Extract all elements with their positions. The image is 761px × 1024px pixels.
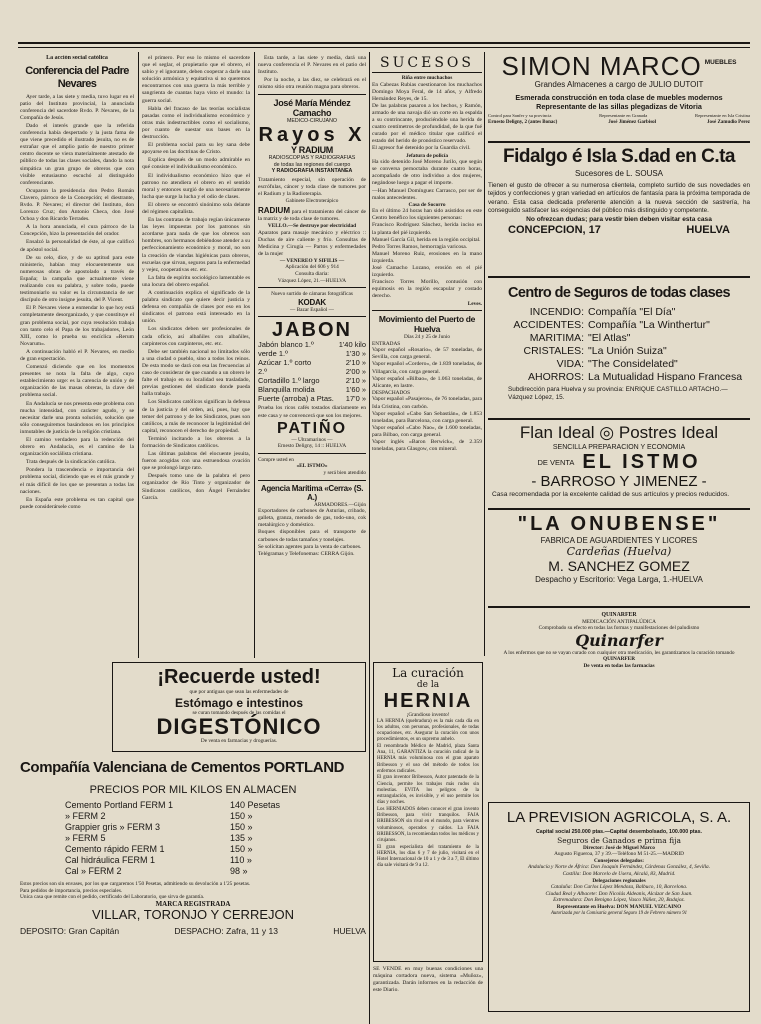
rayos-line: Y RADIOGRAFIA INSTANTANEA bbox=[271, 168, 353, 175]
flan-names: - BARROSO Y JIMENEZ - bbox=[531, 473, 707, 490]
prevision-d1: Cataluña: Don Carlos López Mendoza, Balbuco, 10, Barcelona. bbox=[550, 884, 688, 891]
sucesos-body: Manuel Moreno Ruiz, erosiones en la mano izquierda. bbox=[372, 250, 482, 264]
cementos-note: Unica casa que remite con el pedido, certificado del Laboratorio, que sirva de garantía. bbox=[20, 894, 205, 901]
cement-type: Cal hidráulica FERM 1 bbox=[65, 855, 156, 865]
port-body: Vapor español «Cabo Nao», de 1.600 toneladas, para Bilbao, con carga general. bbox=[372, 424, 482, 438]
simon-line1: Esmerada construcción en toda clase de muebles modernos bbox=[515, 93, 723, 102]
digestonico-sub: que por antiguas que sean las enfermedades de bbox=[189, 689, 289, 695]
port-body: Vapor español «Pasajeros», de 76 toneladas, para Isla Cristina, con carbón. bbox=[372, 396, 482, 410]
doctor-name: José María Méndez Camacho bbox=[273, 98, 351, 119]
fidalgo-addr: CONCEPCION, 17 bbox=[508, 223, 601, 236]
insurance-row bbox=[488, 319, 750, 332]
paragraph: En Andalucía se nos presenta este problema con mucha intensidad, con carácter agudo, y se necesitar darle una pronta solución, solución que sólo conseguiremos basándonos en los principios inmutables de justicia de la religión cristiana. bbox=[20, 400, 134, 435]
separator bbox=[258, 94, 366, 95]
cerra-sub: ARMADORES.—Gijón bbox=[314, 501, 366, 508]
fidalgo-sub: Sucesores de L. SOUSA bbox=[574, 169, 664, 178]
paragraph: Los Sindicatos católicos significan la defensa de la justicia y del orden, así, pues, hay que temer del patrono y de los Sindicatos, pues son católicos, a más de reconocer la legitimidad del capital, reconocen el derecho de propiedad. bbox=[142, 399, 250, 434]
insurance-company: "La Unión Suiza" bbox=[588, 345, 667, 357]
port-in: ENTRADAS bbox=[372, 340, 401, 347]
insurance-company: La Mutualidad Hispano Francesa bbox=[588, 371, 743, 383]
column-ads-medical bbox=[258, 55, 366, 655]
ad-digestonico bbox=[112, 662, 366, 752]
paragraph: Las últimas palabras del elocuente jesuita, fueron acogidas con una estruendosa ovación que se prolongó largo rato. bbox=[142, 451, 250, 472]
prevision-cap: Capital social 250.000 ptas.—Capital desembolsado, 100.000 ptas. bbox=[535, 829, 703, 835]
ad-flan-ideal bbox=[488, 422, 750, 506]
ad-seguros bbox=[488, 282, 750, 416]
simon-title: SIMON MARCO bbox=[501, 52, 702, 81]
cement-type: » FERM 5 bbox=[65, 833, 106, 843]
hernia-sub: ¡Grandioso invento! bbox=[406, 712, 450, 718]
insurance-row bbox=[488, 332, 750, 345]
prevision-c1: Andalucía y Norte de África: Don Joaquín Fernández, Cárdenas González, 4, Sevilla. bbox=[527, 864, 711, 871]
insurance-row bbox=[488, 358, 750, 371]
radium-block bbox=[258, 207, 366, 223]
paragraph: El individualismo económico hizo que el patrono no atendiera el obrero en el sentido moral y entonces surgió de una necesariamente lucha que surge la lucha y el odio de clases. bbox=[142, 172, 250, 200]
prevision-seg: Seguros de Ganados e prima fija bbox=[557, 835, 681, 845]
price-row bbox=[258, 394, 366, 403]
quinarfer-body2: A los enfermos que no se vayan curado con cualquier otra medicación, les garantizamos la curación tomando bbox=[503, 649, 735, 656]
price-item: Cortadillo 1.º largo bbox=[258, 376, 320, 386]
radium-consult: Consulta diaria: bbox=[295, 271, 329, 278]
simon-sub: Grandes Almacenes a cargo de JULIO DUTOIT bbox=[534, 80, 704, 89]
cement-type: Grappier gris » FERM 3 bbox=[65, 822, 161, 832]
hernia-body: Los HERNIADOS deben conocer el gran invento Bribesson, para vivir tranquilos. FAJA BRIBESSON sin rival en el mundo, para vientres voluminosos, operados y caídos. La FAJA BRIBESSON, la recomiendan todos los médicos y cirujanos. bbox=[377, 806, 479, 844]
radium-address: Vázquez López, 21.—HUELVA bbox=[277, 277, 347, 284]
prevision-cons: Consejeros delegados: bbox=[593, 857, 645, 864]
article-body-end bbox=[258, 55, 366, 91]
jabon-price-list bbox=[258, 340, 366, 403]
article-continued bbox=[142, 55, 250, 655]
price-item: Fuerte (arroba) a Ptas. bbox=[258, 394, 334, 404]
cement-price: 150 » bbox=[230, 822, 253, 832]
onubense-owner: M. SANCHEZ GOMEZ bbox=[548, 558, 690, 574]
cement-price: 110 » bbox=[230, 855, 252, 865]
onubense-addr: Despacho y Escritorio: Vega Larga, 1.-HUELVA bbox=[535, 575, 703, 584]
paragraph: Dado el interés grande que la referida conferencia había despertado y la justa fama de que viene precedido el ilustrado jesuita, no es de extrañar que el amplio patio de nuestro primer centro docente se viera materialmente atestado de público de todas las clases sociales, dando la nota simpática un gran grupo de obreros que con visible entusiasmo escuchó al distinguido conferenciante. bbox=[20, 122, 134, 186]
sucesos-title: SUCESOS bbox=[372, 55, 482, 73]
cerra-body: Exportadores de carbones de Asturias, cribado, galleta, granza, menudo de gas, todo-uno, cok metalúrgico y doméstico. bbox=[258, 508, 366, 529]
rayos-subtitle: Y RADIUM bbox=[291, 145, 333, 156]
insurance-type: VIDA: bbox=[556, 358, 584, 370]
insurance-type: ACCIDENTES: bbox=[513, 319, 584, 331]
header-rule-thin bbox=[18, 47, 750, 48]
column-divider bbox=[138, 52, 139, 658]
radium-head: RADIUM bbox=[258, 205, 290, 215]
paragraph: Habla del fracaso de las teorías socialistas pasadas como el individualismo económico y otras más indestructibles como el socialismo, por cuanto de suestar sus bases en la destrucción. bbox=[142, 105, 250, 141]
hernia-foot: SE VENDE en muy buenas condiciones una máquina cortadora nueva, sistema «Muñoz», garantizada. Darán informes en la redacción de este Diario. bbox=[373, 966, 483, 994]
seguros-footer: Subdirección para Huelva y su provincia: ENRIQUE CASTILLO ARTACHO.—Vázquez López, 15. bbox=[508, 386, 728, 401]
port-body: Vapor español «Bilbao», de 1.063 toneladas, de Alicante, en lastre. bbox=[372, 375, 482, 389]
prevision-d3: Extremadura: Don Benigno López, Vasco Núñez, 20, Badajoz. bbox=[553, 897, 685, 904]
paragraph: El obrero se encontró sinónimo sola delante del régimen capitalista. bbox=[142, 201, 250, 215]
hernia-body: El renombrado Médico de Madrid, plaza Santa Ana, 11, GARANTIZA la curación radical de la HERNIA más voluminosa con el gran aparato Bribesson y el uso del método de todos los enfermos radicales. bbox=[377, 743, 479, 774]
cementos-dep: DEPOSITO: Gran Capitán bbox=[20, 926, 120, 937]
simon-col: Control para Sanfer y su provincia bbox=[488, 113, 552, 118]
paragraph: Después tomo uno de la palabra el pero organizador de Río Tinto y organizador de Sindicatos católicos, don Ángel Fernández García. bbox=[142, 473, 250, 501]
fidalgo-footer bbox=[488, 224, 750, 236]
simon-addr bbox=[488, 120, 750, 127]
separator bbox=[258, 287, 366, 288]
flan-istmo: EL ISTMO bbox=[582, 451, 701, 473]
hernia-body: El gran inventor Bribesson, Autor patentado de la Ciencia, permite los trabajos más rudos sin molestias. EVITA los peligros de la estrangulación, es invisible, y el uso permite los días y noches. bbox=[377, 775, 479, 806]
rayos-title: Rayos X bbox=[258, 124, 366, 147]
price-value: 2'10 » bbox=[345, 376, 366, 386]
price-value: 1'60 » bbox=[345, 385, 366, 395]
price-value: 1'30 » bbox=[345, 349, 366, 359]
paragraph: el primero. Por eso lo mismo el sacerdote que el seglar, el propietario que el obrero, el sabio y el ignorante, deben cooperar a darle una solución armónica y equitativa si no queremos encontrarnos con una guerra la más terrible y sangrienta de cuantas haya visto el mundo: la guerra social. bbox=[142, 55, 250, 104]
cerra-footer: Telégramas y Telefonemas: CERRA Gijón. bbox=[258, 550, 355, 557]
digestonico-line: se curan tomando después de las comidas el bbox=[192, 709, 286, 716]
ad-onubense bbox=[488, 512, 750, 604]
istmo-small-line2: y será bien atendido bbox=[323, 470, 366, 476]
rayos-line: RADIOSCOPIAS Y RADIOGRAFIAS bbox=[268, 155, 356, 162]
onubense-title: "LA ONUBENSE" bbox=[517, 513, 721, 535]
jabon-note: Prueba los ricos cafés tostados diariamente en este casa y se convencerá que son los mejores. bbox=[258, 405, 366, 419]
patino-sub: — Ultramarinos — bbox=[291, 436, 333, 443]
sucesos-subtitle: Riña entre muchachos bbox=[401, 75, 453, 81]
cement-price-row bbox=[65, 811, 366, 822]
paragraph: El P. Nevares viene a enmendar lo que hoy está completamente desorganizado, y que constituye el gran problema social, por cuya resolución trabaja con tanto celo el Papa de los trabajadores, León XIII, como lo prueba su encíclica «Rerum Novarum». bbox=[20, 305, 134, 347]
paragraph: Esta tarde, a las siete y media, dará una nueva conferencia el P. Nevares en el patio del Instituto. bbox=[258, 55, 366, 76]
cementos-desp: DESPACHO: Zafra, 11 y 13 bbox=[174, 926, 278, 937]
flan-sub: SENCILLA PREPARACION Y ECONOMIA bbox=[552, 444, 686, 451]
cement-price-row bbox=[65, 855, 366, 866]
separator bbox=[488, 606, 750, 608]
quinarfer-t2: MEDICACIÓN ANTIPALÚDICA bbox=[582, 618, 656, 625]
cement-price: 98 » bbox=[230, 866, 248, 876]
ad-cementos bbox=[20, 758, 366, 1020]
header-rule bbox=[18, 42, 750, 44]
quinarfer-t1: QUINARFER bbox=[601, 612, 637, 618]
sucesos-body: De las palabras pasaron a los hechos, y Ramón, armado de una navaja dió un corte en la espalda a su contrincante, produciéndole una herida de cuatro centímetros de profundidad, de la que fué curado por el médico titular que calificó el estado del herido de pronóstico reservado. bbox=[372, 102, 482, 145]
paragraph: Terminó incitando a los obreros a la formación de Sindicatos católicos. bbox=[142, 435, 250, 449]
cement-price: 150 » bbox=[230, 811, 253, 821]
port-date: Días 24 y 25 de Junio bbox=[403, 334, 451, 341]
cement-type: Cemento rápido FERM 1 bbox=[65, 844, 165, 854]
hernia-line2: de la bbox=[416, 680, 440, 690]
column-divider bbox=[484, 52, 485, 656]
insurance-company: Compañía "La Winthertur" bbox=[588, 319, 710, 331]
paragraph: A continuación habló el P. Nevares, en medio de gran expectación. bbox=[20, 348, 134, 362]
column-divider bbox=[369, 52, 370, 1024]
sucesos-body: —Han Manuel Domínguez Carrasco, por ser de malos antecedentes. bbox=[372, 187, 482, 201]
hernia-body: LA HERNIA (quebradura) es la más cada día en los adultos, con personas, profesionales, de todas ocupaciones, etc. Asegurar la curación con unos procedimientos, es un supremo anhelo. bbox=[377, 718, 479, 743]
price-row bbox=[258, 358, 366, 367]
port-body: Vapor inglés «Baron Berwick», de 2.359 toneladas, para Glasgow, con mineral. bbox=[372, 439, 482, 453]
paragraph: Pondera la trascendencia e importancia del problema social, diciendo que es el más grande y el más difícil de los que se presentan a todas las naciones. bbox=[20, 467, 134, 495]
cement-type: Cal » FERM 2 bbox=[65, 866, 122, 876]
prevision-d2: Ciudad Real y Albacete: Don Nicolás Aldeanis, Alcázar de San Juan. bbox=[545, 890, 693, 897]
prevision-del: Delegaciones regionales bbox=[592, 877, 646, 884]
rayos-body: Tratamiento especial, sin operación de escrófulas, cáncer y toda clase de tumores por el Radium y la Radioterapia. bbox=[258, 176, 366, 198]
ad-fidalgo bbox=[488, 145, 750, 273]
insurance-row bbox=[488, 371, 750, 384]
radium-note: VELLO.—Se destruye por electricidad bbox=[267, 222, 357, 229]
port-out: DESPACHADOS bbox=[372, 389, 411, 396]
cementos-marca: MARCA REGISTRADA bbox=[155, 899, 231, 908]
price-row bbox=[258, 385, 366, 394]
separator bbox=[488, 141, 750, 143]
port-body: Vapor español «Cordero», de 1.839 toneladas, de Villagarcía, con carga general. bbox=[372, 361, 482, 375]
separator bbox=[258, 316, 366, 317]
simon-addr-item: José Zamudio Perez bbox=[707, 119, 750, 125]
cerra-title: Agencia Marítima «Cerra» (S. A.) bbox=[260, 483, 364, 502]
quinarfer-body: Comprobado su efecto en todas las formas y manifestaciones del paludismo bbox=[538, 625, 700, 632]
fidalgo-slogan: No ofrezcan dudas; para vestir bien deben visitar esta casa bbox=[526, 215, 712, 223]
radium-specialty: — VENEREO Y SIFILIS — bbox=[279, 257, 345, 264]
fidalgo-title: Fidalgo é Isla S.dad en C.ta bbox=[503, 146, 735, 167]
simon-muebles: MUEBLES bbox=[704, 59, 737, 66]
insurance-company: "The Considelated" bbox=[588, 358, 678, 370]
cement-price: 150 » bbox=[230, 844, 253, 854]
cementos-sub: PRECIOS POR MIL KILOS EN ALMACEN bbox=[89, 784, 297, 796]
price-value: 2'00 » bbox=[345, 367, 366, 377]
simon-col: Representante en Granada bbox=[599, 113, 648, 118]
prevision-rep: Representante en Huelva: DON MANUEL VIZCAINO bbox=[556, 903, 682, 910]
digestonico-brand: DIGESTÓNICO bbox=[156, 714, 322, 740]
kodak-line: Nuevo surtido de cámaras fotográficas bbox=[271, 291, 353, 298]
insurance-type: INCENDIO: bbox=[529, 306, 584, 318]
cementos-footer bbox=[20, 926, 366, 936]
fidalgo-body: Tienen el gusto de ofrecer a su numerosa clientela, completo surtido de sus novedades en tejidos y confecciones y gran variedad en artículos de fantasía para la próxima temporada de verano. Esta casa dedicada preferente atención a la nueva sección de sastrería, ha conseguido satisfacer las exigencias del público más distinguido y competente. bbox=[488, 182, 750, 215]
cement-price-row bbox=[65, 800, 366, 811]
price-row bbox=[258, 376, 366, 385]
paragraph: En España este problema es tan capital que puede considerársele como bbox=[20, 496, 134, 510]
paragraph: Ensalzó la personalidad de éste, al que calificó de apóstol social. bbox=[20, 239, 134, 253]
insurance-row bbox=[488, 345, 750, 358]
cement-type: » FERM 2 bbox=[65, 811, 106, 821]
port-title: Movimiento del Puerto de Huelva bbox=[378, 314, 476, 335]
radium-body: para el tratamiento del cáncer de la matriz y de toda clase de tumores. bbox=[258, 208, 366, 222]
seguros-rows bbox=[488, 306, 750, 384]
cementos-city: HUELVA bbox=[333, 926, 366, 937]
radium-extra: Aparatos para masaje mecánico y eléctrico :: Duchas de aire caliente y frío. Consultas de Medicina y Cirugía — Partos y enfermedades de la mujer bbox=[258, 229, 366, 257]
port-body: Vapor español «Cabo San Sebastián», de 1.853 toneladas, para Barcelona, con carga general. bbox=[372, 410, 482, 424]
sucesos-body: Francisco Rodríguez Sánchez, herida inciso en la planta del pié izquierdo. bbox=[372, 222, 482, 236]
insurance-type: AHORROS: bbox=[527, 371, 584, 383]
paragraph: La falta de espíritu sociológico lamentable es una locura del obrero español. bbox=[142, 274, 250, 288]
doctor-title: MEDICO-CIRUJANO bbox=[286, 118, 338, 125]
simon-addr-item: Ernesto Deligny, 2 (antes Bonac) bbox=[488, 119, 558, 125]
paragraph: A continuación explica el significado de la palabra sindicato que quiere decir justicia y defensa en compañía de clases por eso en los sindicatos el patrono está interesado en la unión. bbox=[142, 290, 250, 325]
ad-quinarfer bbox=[488, 612, 750, 692]
prevision-dir: Director: José de Miguel Marco bbox=[583, 844, 655, 851]
hernia-line1: La curación bbox=[392, 666, 464, 680]
prevision-title: LA PREVISION AGRICOLA, S. A. bbox=[506, 809, 732, 826]
ad-hernia bbox=[373, 662, 483, 962]
rayos-line: de todas las regiones del cuerpo bbox=[273, 161, 351, 168]
hernia-title: HERNIA bbox=[383, 690, 473, 712]
cement-price: 135 » bbox=[230, 833, 253, 843]
flan-venta: DE VENTA bbox=[537, 457, 575, 467]
fidalgo-city: HUELVA bbox=[686, 223, 730, 236]
paragraph: Explica después de un modo admirable en qué consiste el individualismo económico. bbox=[142, 157, 250, 171]
price-item: Jabón blanco 1.º bbox=[258, 340, 314, 350]
cement-type: Cemento Portland FERM 1 bbox=[65, 800, 174, 810]
rayos-footer: Gabinete Electroterápico bbox=[285, 198, 339, 205]
paragraph: Trata después de la sindicación católica. bbox=[26, 459, 116, 466]
article-body-continued bbox=[142, 55, 250, 502]
digestonico-title: ¡Recuerde usted! bbox=[157, 666, 321, 688]
sucesos-body: En el último 24 horas han sido asistidos en este Centro benéfico los siguientes personas: bbox=[372, 208, 482, 222]
separator bbox=[488, 276, 750, 278]
cement-price-row bbox=[65, 833, 366, 844]
paragraph: Por la noche, a las diez, se celebrará en el mismo sitio otra reunión magna para obreros. bbox=[258, 77, 366, 91]
quinarfer-t3: QUINARFER bbox=[602, 656, 636, 663]
cement-price-row bbox=[65, 866, 366, 877]
price-item: Azúcar 1.º corto bbox=[258, 358, 312, 368]
digestonico-foot: De venta en farmacias y droguerías. bbox=[200, 738, 278, 745]
cerra-body2: Buques disponibles para el transporte de carbones de todas tamaños y tonelajes. bbox=[258, 529, 366, 543]
sucesos-body: En Cabezas Rubias cuestionaron los muchachos Domingo Moya Feral, de 14 años, y Alfredo Hernández Reyes, de 15. bbox=[372, 81, 482, 102]
cementos-title: Compañía Valenciana de Cementos PORTLAND bbox=[20, 759, 345, 776]
hernia-body: El gran especialista del tratamiento de la HERNIA, los días 6 y 7 de julio, visitará en el Hotel Internacional de 10 a 1 y de 3 a 7, El último día sale visitará de 9 a 12. bbox=[377, 844, 479, 869]
paragraph: El camino verdadero para la redención del obrero en Andalucía, es el camino de la organización sociálista cristiana. bbox=[20, 437, 134, 458]
separator bbox=[488, 508, 750, 510]
article-title: Conferencia del Padre Nevares bbox=[25, 64, 129, 90]
patino-brand: PATIÑO bbox=[276, 419, 348, 437]
price-row bbox=[258, 367, 366, 376]
separator bbox=[258, 480, 366, 481]
price-value: 2'10 » bbox=[345, 358, 366, 368]
paragraph: El problema social para su ley sana debe apoyarse en las doctrinas de Cristo. bbox=[142, 142, 250, 156]
prevision-c2: Castilla: Don Marcelo de Usera, Alcalá, 83, Madrid. bbox=[562, 870, 676, 877]
sucesos-subtitle: Jefatura de policía bbox=[405, 152, 449, 159]
insurance-row bbox=[488, 306, 750, 319]
article-conferencia bbox=[20, 55, 134, 655]
cementos-note: Para pedidos de importancia, precios especiales. bbox=[20, 887, 123, 894]
sucesos-body: Francisco Torres Morillo, contusión con equimosis en la región escapular y costado derecho. bbox=[372, 279, 482, 300]
cementos-firm: VILLAR, TORONJO Y CERREJON bbox=[91, 907, 295, 923]
prevision-addr: Augusto Figueroa, 37 y 39.—Teléfono M 51-25.—MADRID bbox=[554, 851, 684, 858]
onubense-brand: Cardeñas (Huelva) bbox=[566, 545, 672, 558]
simon-line2: Representante de las sillas plegadizas de Vitoria bbox=[536, 102, 702, 111]
cementos-rows bbox=[20, 800, 366, 877]
kodak-brand: KODAK bbox=[298, 297, 326, 307]
flan-body: Casa recomendada por la excelente calidad de sus artículos y precios reducidos. bbox=[492, 491, 730, 498]
price-item: verde 1.º bbox=[258, 349, 288, 359]
paragraph: De su celo, dice, y de su aptitud para este ministerio, habían muy elocuentemente sus numerosas obras de apostolado a través de España; la campaña que actualmente viene realizando con su palabra, y sobre todo, puede testimoniarlo su valor es la circunstancia de ser discípulo de otro insigne jesuita, del P. Vicent. bbox=[20, 254, 134, 304]
port-body: Vapor español «Rosario», de 57 toneladas, de Sevilla, con carga general. bbox=[372, 347, 482, 361]
simon-cols bbox=[488, 113, 750, 120]
quinarfer-brand: Quinarfer bbox=[575, 630, 663, 650]
insurance-type: CRISTALES: bbox=[523, 345, 584, 357]
article-body bbox=[20, 94, 134, 511]
onubense-sub: FABRICA DE AGUARDIENTES Y LICORES bbox=[540, 536, 698, 545]
sucesos-subtitle: Casa de Socorro bbox=[408, 201, 446, 208]
flan-title: Flan Ideal ◎ Postres Ideal bbox=[519, 423, 719, 442]
sucesos-body: Manuel García Gil, herida en la región occipital. bbox=[372, 236, 481, 243]
kodak-line2: — Bazar Español — bbox=[290, 306, 334, 313]
simon-addr-item: José Jiménez Garbisol bbox=[608, 119, 657, 125]
cement-price-row bbox=[65, 822, 366, 833]
price-value: 1'40 kilo bbox=[338, 340, 366, 350]
ad-prevision bbox=[488, 802, 750, 1012]
prevision-aut: Autorizada por la Comisaría general Seguro 19 de Febrero número 91 bbox=[551, 910, 687, 916]
sucesos-body: Ha sido detenido José Moreno Jurilo, que según se conversa pernoctaba durante cuatro horas, acompañado de otro individuo a dos mujeres, negándose luego a pagar el importe. bbox=[372, 159, 482, 187]
column-sucesos bbox=[372, 55, 482, 655]
cementos-note: Estos precios son sin envases, por los que cargaremos 1'50 Pesetas, admitiendo su devolución a 1'25 pesetas. bbox=[20, 881, 251, 887]
price-value: 17'0 » bbox=[345, 394, 366, 404]
sucesos-body: Pedro Torres Ramos, hemorragia varicosa. bbox=[372, 243, 468, 250]
istmo-small-brand: «EL ISTMO» bbox=[296, 463, 328, 470]
cement-price: 140 Pesetas bbox=[230, 800, 281, 810]
column-divider bbox=[254, 52, 255, 658]
price-item: Blanquilla molida bbox=[258, 385, 315, 395]
patino-address: Ernesto Deligny, 14 :: HUELVA bbox=[277, 443, 347, 450]
insurance-type: MARITIMA: bbox=[529, 332, 584, 344]
separator bbox=[488, 418, 750, 420]
paragraph: Los sindicatos deben ser profesionales de cada oficio, así albañiles con albañiles, carpinteros con carpinteros, etc. etc. bbox=[142, 326, 250, 347]
ad-simon-marco bbox=[488, 52, 750, 142]
price-item: 2.º bbox=[258, 367, 267, 377]
flan-istmo-row bbox=[488, 451, 750, 473]
cement-price-row bbox=[65, 844, 366, 855]
sucesos-body: El agresor fué detenido por la Guardia civil. bbox=[372, 145, 471, 152]
paragraph: Debe ser también nacional no limitados sólo a una ciudad o pueblo, sino a todos los reinos. De esta modo se dará con esa las frecuencias al caso de considerar de que cuando a un obrero le falte el trabajo en su localidad sea trasladado, previas gestiones del sindicato donde pueda halla trabajo. bbox=[142, 348, 250, 398]
separator bbox=[258, 453, 366, 454]
insurance-company: "El Atlas" bbox=[588, 332, 631, 344]
cerra-body3: Se solicitan agentes para la venta de carbones. bbox=[258, 543, 362, 550]
simon-col: Representante en Isla Cristina bbox=[695, 113, 750, 118]
paragraph: Comenzó diciendo que en los momentos presentes se nota la falta de algo, cuyo establecimiento urge: es la carencia de unión y de organización de las masas obreras, la clave del problema social. bbox=[20, 364, 134, 399]
paragraph: A la hora anunciada, el cura párroco de la Concepción, hizo la presentación del orador. bbox=[20, 224, 134, 238]
paragraph: En las contratas de trabajo regían únicamente las leyes impuestas por los patronos sin acordarse para nada de que los obreros son hombres, son hermanos debiéndose atender a su perfeccionamiento económico y moral, no son la creación de viandas higiénicas para obreros, escuelas que sirvan, seguros para la enfermedad y vejez, cooperativas etc. etc. bbox=[142, 217, 250, 273]
sucesos-end: Leves. bbox=[467, 300, 482, 307]
sucesos-body: José Camacho Lozano, erosión en el pié izquierdo. bbox=[372, 265, 482, 279]
price-row bbox=[258, 349, 366, 358]
seguros-title: Centro de Seguros de todas clases bbox=[508, 285, 730, 301]
paragraph: Ocuparon la presidencia don Pedro Román Clavero, párroco de la Concepción; el diestrante, Rvdo. P. Nevares; el director del Instituto, don Lorenzo Cruz; don Antonio Checa, don José Ochoa y don Ricardo Terrades. bbox=[20, 187, 134, 223]
quinarfer-foot: De venta en todas las farmacias bbox=[583, 662, 655, 669]
digestonico-bold: Estómago e intestinos bbox=[174, 695, 304, 710]
jabon-title: JABON bbox=[271, 319, 352, 342]
price-row bbox=[258, 340, 366, 349]
article-kicker: La acción social católica bbox=[46, 55, 108, 61]
istmo-small-line: Compre usted en bbox=[258, 456, 294, 463]
radium-hours: Aplicación del 606 y 914 bbox=[285, 264, 339, 271]
separator bbox=[372, 310, 482, 311]
insurance-company: Compañía "El Día" bbox=[588, 306, 676, 318]
paragraph: Ayer tarde, a las siete y media, tuvo lugar en el patio del Instituto provincial, la anunciada conferencia del sacerdote Rvdo. P. Nevares, de la Compañía de Jesús. bbox=[20, 93, 134, 121]
